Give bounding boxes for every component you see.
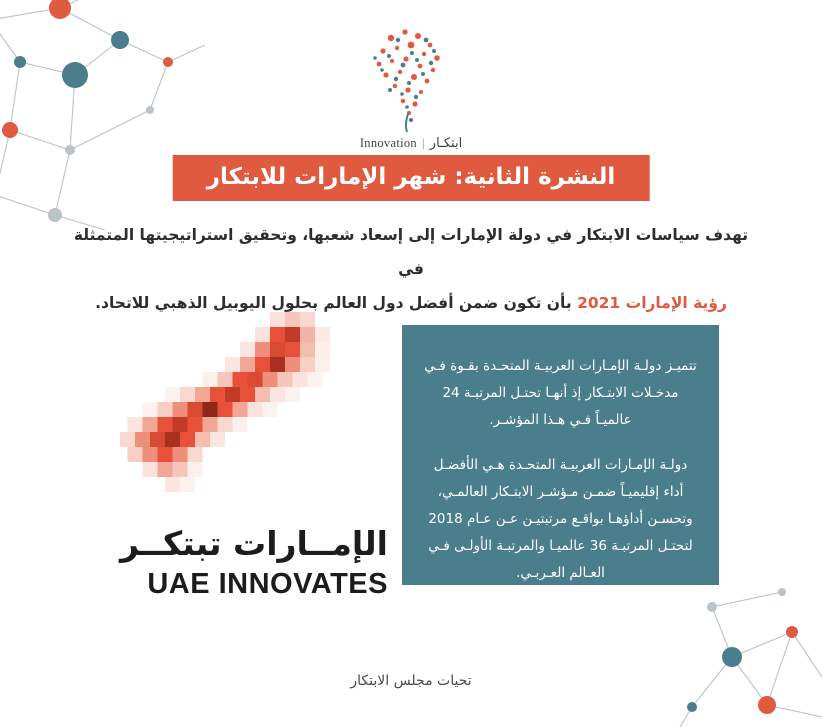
map-title-en: UAE INNOVATES bbox=[147, 568, 388, 600]
logo-caption bbox=[360, 136, 462, 151]
logo-caption-en: Innovation bbox=[359, 136, 417, 150]
fact-item: تتميـز دولـة الإمـارات العربيـة المتحـدة بقـوة فـي مدخـلات الابتـكار إذ أنهـا تحتـل المرتبـة 24 عالميـاً فـي هـذا المؤشـر. bbox=[424, 358, 697, 428]
logo-caption-ar: ابتكـار bbox=[429, 136, 463, 151]
uae-pixel-map-icon bbox=[60, 312, 390, 537]
intro-line-1: تهدف سياسات الابتكار في دولة الإمارات إلى إسعاد شعبها، وتحقيق استراتيجيتها المتمثلة في bbox=[73, 226, 749, 279]
footer-text: تحيات مجلس الابتكار bbox=[350, 673, 472, 689]
logo-caption-separator: | bbox=[421, 136, 425, 150]
map-block bbox=[60, 312, 390, 602]
map-title-ar: الإمــارات تبتكــر bbox=[119, 524, 388, 563]
intro-line-2-rest: بأن تكون ضمن أفضل دول العالم بحلول اليوبيل الذهبي للاتحاد. bbox=[95, 294, 572, 313]
network-graphic-bottom-right bbox=[672, 587, 822, 727]
title-banner: النشرة الثانية: شهر الإمارات للابتكار bbox=[173, 155, 650, 201]
logo-block bbox=[0, 18, 822, 151]
intro-highlight: رؤية الإمارات 2021 bbox=[577, 294, 727, 313]
intro-paragraph bbox=[64, 218, 758, 320]
brain-network-logo-icon bbox=[345, 18, 477, 134]
facts-panel bbox=[402, 325, 719, 585]
fact-item: دولـة الإمـارات العربيـة المتحـدة هـي الأفضـل أداء إقليميـاً ضمـن مـؤشـر الابتـكار العالمـي، وتحسـن أداؤهـا بواقـع مرتبتيـن عـن عـام 2018 لتحتـل المرتبـة 36 عالميـا والمرتبـة الأولـى فـي العـالم العـربـي. bbox=[428, 457, 693, 581]
